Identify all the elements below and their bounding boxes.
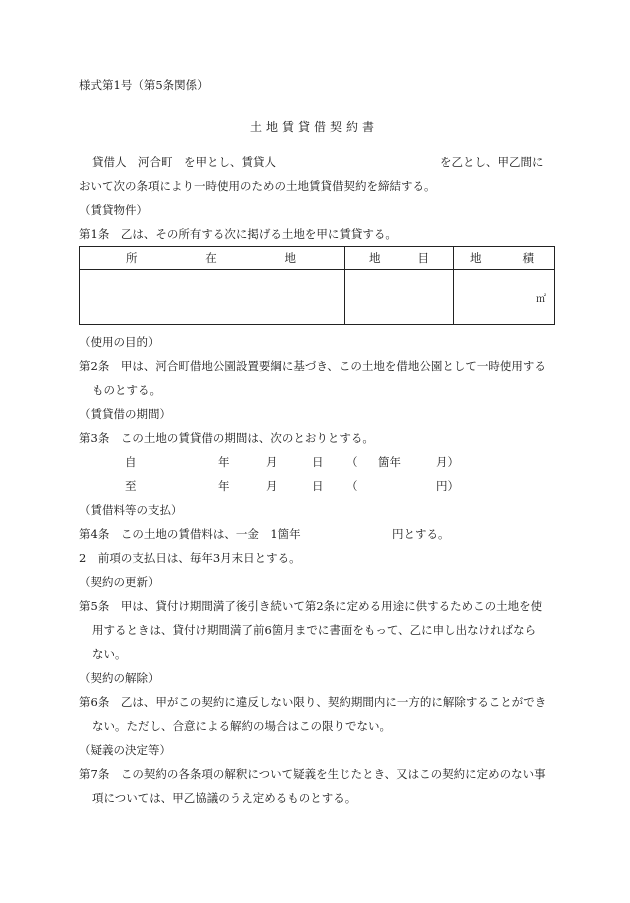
form-label: 様式第1号（第5条関係） — [79, 78, 209, 92]
period-to-year: 年 — [218, 479, 230, 493]
article7-line2: 項については、甲乙協議のうえ定めるものとする。 — [92, 791, 357, 805]
article2-line2: ものとする。 — [92, 383, 161, 397]
period-to-day: 日 — [312, 479, 324, 493]
header-location — [80, 247, 345, 270]
period-years-count: 箇年 — [378, 455, 401, 469]
document-title: 土地賃貸借契約書 — [250, 120, 379, 134]
period-to-paren: （ — [346, 479, 358, 493]
article4-text-a: 第4条 この土地の賃借料は、一金 1箇年 — [79, 527, 301, 541]
header-category-char1: 地 — [369, 251, 381, 265]
article3-text: 第3条 この土地の賃貸借の期間は、次のとおりとする。 — [79, 431, 374, 445]
article5-heading: （契約の更新） — [79, 575, 160, 589]
article6-line1: 第6条 乙は、甲がこの契約に違反しない限り、契約期間内に一方的に解除することができ — [79, 695, 547, 709]
article1-heading: （賃貸物件） — [79, 203, 148, 217]
article4-text-b: 円とする。 — [392, 527, 450, 541]
header-area-char1: 地 — [470, 251, 482, 265]
period-to: 至 — [125, 479, 137, 493]
article2-heading: （使用の目的） — [79, 335, 160, 349]
article6-heading: （契約の解除） — [79, 671, 160, 685]
period-from-year: 年 — [218, 455, 230, 469]
header-location-char3: 地 — [284, 251, 296, 265]
land-table-row — [80, 270, 555, 325]
article7-line1: 第7条 この契約の各条項の解釈について疑義を生じたとき、又はこの契約に定めのない事 — [79, 767, 546, 781]
intro-line1-b: を乙とし、甲乙間に — [440, 155, 544, 169]
header-location-char2: 在 — [205, 251, 217, 265]
period-months-close: 月） — [436, 455, 459, 469]
header-category-char2: 目 — [417, 251, 429, 265]
header-land-category — [345, 247, 454, 270]
period-yen-close: 円） — [436, 479, 459, 493]
article7-heading: （疑義の決定等） — [79, 743, 171, 757]
article4-heading: （賃借料等の支払） — [79, 503, 183, 517]
header-area-char2: 積 — [522, 251, 534, 265]
article5-line1: 第5条 甲は、貸付け期間満了後引き続いて第2条に定める用途に供するためこの土地を使 — [79, 599, 543, 613]
cell-land-category — [345, 270, 454, 325]
article5-line3: ない。 — [92, 647, 127, 661]
article6-line2: ない。ただし、合意による解約の場合はこの限りでない。 — [92, 719, 391, 733]
period-from-day: 日 — [312, 455, 324, 469]
period-to-month: 月 — [266, 479, 278, 493]
area-unit: ㎡ — [536, 293, 546, 305]
period-from: 自 — [125, 455, 137, 469]
article5-line2: 用するときは、貸付け期間満了前6箇月までに書面をもって、乙に申し出なければなら — [92, 623, 537, 637]
period-from-paren: （ — [346, 455, 358, 469]
period-from-month: 月 — [266, 455, 278, 469]
article4-item2: 2 前項の支払日は、毎年3月末日とする。 — [79, 551, 301, 565]
header-land-area — [454, 247, 555, 270]
land-table — [79, 246, 555, 325]
cell-location — [80, 270, 345, 325]
header-location-char1: 所 — [126, 251, 138, 265]
article2-line1: 第2条 甲は、河合町借地公園設置要綱に基づき、この土地を借地公園として一時使用する — [79, 359, 546, 373]
intro-line1-a: 貸借人 河合町 を甲とし、賃貸人 — [92, 155, 276, 169]
intro-line2: おいて次の条項により一時使用のための土地賃貸借契約を締結する。 — [79, 179, 436, 193]
cell-land-area — [454, 270, 555, 325]
article1-text: 第1条 乙は、その所有する次に掲げる土地を甲に賃貸する。 — [79, 227, 397, 241]
article3-heading: （賃貸借の期間） — [79, 407, 171, 421]
land-table-header-row — [80, 247, 555, 270]
